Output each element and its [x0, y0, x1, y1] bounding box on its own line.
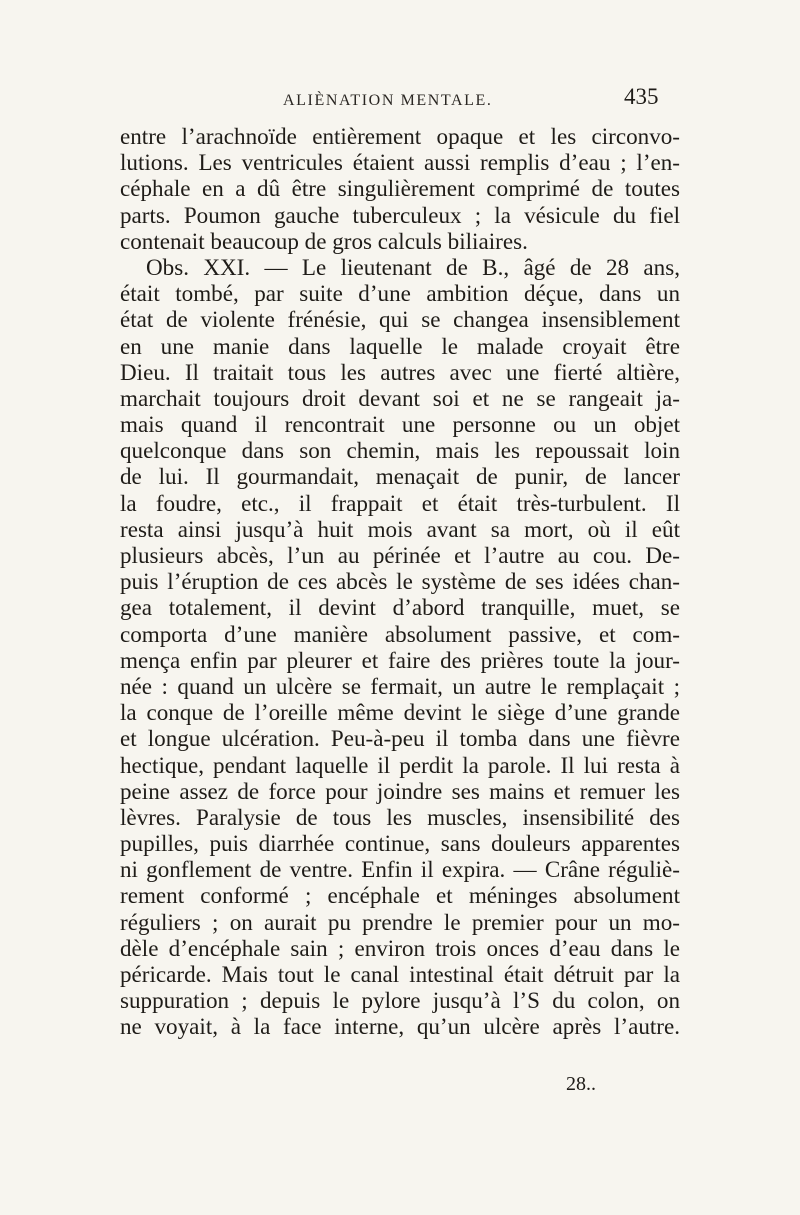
- text-line: ni gonflement de ventre. Enfin il expira. — Crâne réguliè-: [120, 856, 680, 883]
- text-line: était tombé, par suite d’une ambition déçue, dans un: [120, 280, 680, 307]
- text-line: parts. Poumon gauche tuberculeux ; la vésicule du fiel: [120, 201, 680, 228]
- text-line: péricarde. Mais tout le canal intestinal était détruit par la: [120, 961, 680, 987]
- text-line: pupilles, puis diarrhée continue, sans douleurs apparentes: [120, 830, 680, 857]
- text-line: Dieu. Il traitait tous les autres avec une fierté altière,: [120, 358, 680, 385]
- text-line: céphale en a dû être singulièrement comprimé de toutes: [120, 175, 680, 202]
- text-line: mença enfin par pleurer et faire des prières toute la jour-: [120, 646, 680, 673]
- text-line: dèle d’encéphale sain ; environ trois onces d’eau dans le: [120, 934, 680, 961]
- text-line: en une manie dans laquelle le malade croyait être: [120, 332, 680, 359]
- body-text: [120, 123, 680, 1040]
- catchword-signature: 28..: [566, 1073, 596, 1095]
- text-line: puis l’éruption de ces abcès le système de ses idées chan-: [120, 568, 680, 595]
- text-line: ne voyait, à la face interne, qu’un ulcère après l’autre.: [120, 1013, 680, 1040]
- running-header: ALIÈNATION MENTALE.: [283, 92, 493, 109]
- text-line: suppuration ; depuis le pylore jusqu’à l’S du colon, on: [120, 987, 680, 1014]
- text-line: comporta d’une manière absolument passive, et com-: [120, 620, 680, 647]
- text-line: marchait toujours droit devant soi et ne se rangeait ja-: [120, 384, 680, 411]
- page-number: 435: [624, 84, 659, 109]
- text-line: réguliers ; on aurait pu prendre le premier pour un mo-: [120, 908, 680, 935]
- text-line: lutions. Les ventricules étaient aussi remplis d’eau ; l’en-: [120, 149, 680, 176]
- text-line: gea totalement, il devint d’abord tranquille, muet, se: [120, 594, 680, 621]
- text-line: contenait beaucoup de gros calculs biliaires.: [120, 227, 528, 254]
- text-line: quelconque dans son chemin, mais les repoussait loin: [120, 437, 680, 464]
- text-line: plusieurs abcès, l’un au périnée et l’autre au cou. De-: [120, 542, 680, 568]
- text-line: la foudre, etc., il frappait et était très-turbulent. Il: [120, 489, 680, 516]
- text-line: et longue ulcération. Peu-à-peu il tomba dans une fièvre: [120, 725, 680, 752]
- text-line: mais quand il rencontrait une personne ou un objet: [120, 411, 680, 438]
- text-line: entre l’arachnoïde entièrement opaque et les circonvo-: [120, 123, 680, 149]
- text-line: la conque de l’oreille même devint le siège d’une grande: [120, 699, 680, 726]
- text-line: hectique, pendant laquelle il perdit la parole. Il lui resta à: [120, 751, 680, 778]
- text-line: resta ainsi jusqu’à huit mois avant sa mort, où il eût: [120, 515, 680, 542]
- text-line: de lui. Il gourmandait, menaçait de punir, de lancer: [120, 463, 680, 490]
- text-line: Obs. XXI. — Le lieutenant de B., âgé de 28 ans,: [146, 253, 680, 280]
- text-line: lèvres. Paralysie de tous les muscles, insensibilité des: [120, 803, 680, 830]
- text-line: née : quand un ulcère se fermait, un autre le remplaçait ;: [120, 672, 680, 699]
- text-line: rement conformé ; encéphale et méninges absolument: [120, 882, 680, 909]
- text-line: peine assez de force pour joindre ses mains et remuer les: [120, 777, 680, 804]
- text-line: état de violente frénésie, qui se changea insensiblement: [120, 306, 680, 333]
